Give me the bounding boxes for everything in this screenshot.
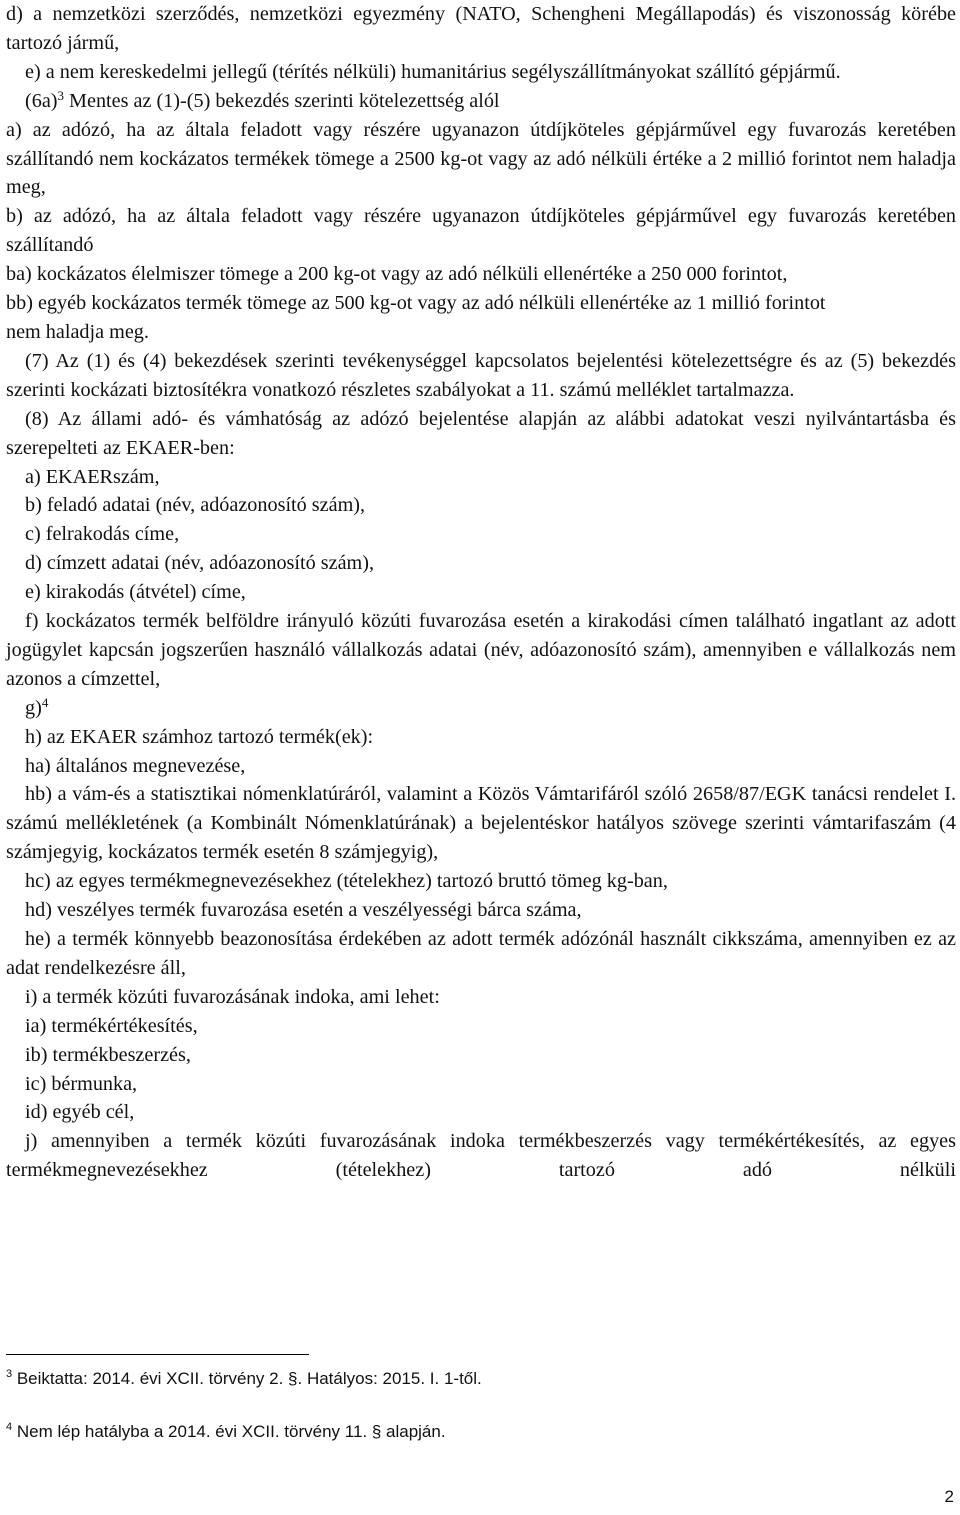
paragraph-text: b) az adózó, ha az általa feladott vagy részére ugyanazon útdíjköteles gépjárművel egy fuvarozás keretében szállítandó <box>6 205 956 257</box>
paragraph <box>6 896 956 925</box>
paragraph-text: hd) veszélyes termék fuvarozása esetén a veszélyességi bárca száma, <box>25 899 582 922</box>
paragraph-text: i) a termék közúti fuvarozásának indoka, ami lehet: <box>25 985 440 1008</box>
paragraph <box>6 1070 956 1099</box>
paragraph <box>6 289 956 318</box>
paragraph-text: ha) általános megnevezése, <box>25 754 246 777</box>
paragraph <box>6 867 956 896</box>
paragraph-text: g) <box>25 696 42 719</box>
footnote-reference: 3 <box>57 87 64 103</box>
paragraph-text: ic) bérmunka, <box>25 1072 138 1095</box>
paragraph-text: ba) kockázatos élelmiszer tömege a 200 kg-ot vagy az adó nélküli ellenértéke a 250 000 forintot, <box>6 263 788 286</box>
paragraph-text: (8) Az állami adó- és vámhatóság az adózó bejelentése alapján az alábbi adatokat veszi nyilvántartásba és szerepelteti az EKAER-ben: <box>6 407 956 459</box>
paragraph <box>6 694 956 723</box>
body-text <box>6 0 956 1185</box>
paragraph <box>6 0 956 58</box>
paragraph <box>6 318 956 347</box>
paragraph <box>6 491 956 520</box>
paragraph <box>6 780 956 867</box>
footnote-mark: 3 <box>6 1368 13 1380</box>
paragraph-text: e) kirakodás (átvétel) címe, <box>25 581 246 604</box>
paragraph <box>6 202 956 260</box>
paragraph <box>6 405 956 463</box>
paragraph-text: Mentes az (1)-(5) bekezdés szerinti kötelezettség alól <box>64 89 500 112</box>
paragraph-text: ib) termékbeszerzés, <box>25 1043 191 1066</box>
paragraph <box>6 116 956 203</box>
paragraph-text: (6a) <box>25 89 58 112</box>
paragraph-text: e) a nem kereskedelmi jellegű (térítés nélküli) humanitárius segélyszállítmányokat szállító gépjármű. <box>25 60 841 83</box>
paragraph <box>6 578 956 607</box>
paragraph-text: c) felrakodás címe, <box>25 523 180 546</box>
paragraph-text: hc) az egyes termékmegnevezésekhez (tételekhez) tartozó bruttó tömeg kg-ban, <box>25 870 668 893</box>
footnote-4 <box>6 1421 906 1443</box>
paragraph <box>6 1098 956 1127</box>
paragraph-text: he) a termék könnyebb beazonosítása érdekében az adott termék adózónál használt cikkszáma, amennyiben ez az adat rendelkezésre áll, <box>6 928 956 979</box>
paragraph <box>6 347 956 405</box>
paragraph-text: nem haladja meg. <box>6 320 149 343</box>
paragraph-text: bb) egyéb kockázatos termék tömege az 500 kg-ot vagy az adó nélküli ellenértéke az 1 millió forintot <box>6 292 826 315</box>
paragraph <box>6 723 956 752</box>
paragraph-text: j) amennyiben a termék közúti fuvarozásának indoka termékbeszerzés vagy termékértékesítés, az egyes termékmegnevezésekhez (tételekhez) tartozó adó nélküli <box>6 1130 956 1182</box>
footnote-mark: 4 <box>6 1421 13 1433</box>
paragraph <box>6 752 956 781</box>
paragraph <box>6 1041 956 1070</box>
footnote-separator <box>6 1354 309 1355</box>
paragraph <box>6 549 956 578</box>
footnote-text: Nem lép hatályba a 2014. évi XCII. törvény 11. § alapján. <box>12 1422 446 1441</box>
paragraph <box>6 925 956 983</box>
paragraph-text: d) címzett adatai (név, adóazonosító szám), <box>25 552 375 575</box>
paragraph-text: f) kockázatos termék belföldre irányuló közúti fuvarozása esetén a kirakodási címen található ingatlant az adott jogügylet kapcsán jogszerűen használó vállalkozás adatai (név, adóazonosító szám), amennyiben e vállalkozás nem azonos a címzettel, <box>6 610 956 690</box>
paragraph-text: d) a nemzetközi szerződés, nemzetközi egyezmény (NATO, Schengheni Megállapodás) és viszonosság körébe tartozó jármű, <box>6 3 956 54</box>
paragraph <box>6 983 956 1012</box>
paragraph <box>6 87 956 116</box>
paragraph-text: b) feladó adatai (név, adóazonosító szám), <box>25 494 366 517</box>
page-number: 2 <box>944 1487 954 1506</box>
paragraph <box>6 520 956 549</box>
paragraph <box>6 1127 956 1185</box>
paragraph-text: ia) termékértékesítés, <box>25 1014 198 1037</box>
paragraph-text: a) az adózó, ha az általa feladott vagy részére ugyanazon útdíjköteles gépjárművel egy fuvarozás keretében szállítandó nem kockázatos termékek tömege a 2500 kg-ot vagy az adó nélküli értéke a 2 millió forintot nem haladja meg, <box>6 118 956 199</box>
paragraph <box>6 607 956 694</box>
paragraph-text: id) egyéb cél, <box>25 1101 135 1124</box>
paragraph <box>6 463 956 492</box>
footnote-3 <box>6 1368 906 1390</box>
paragraph <box>6 58 956 87</box>
paragraph-text: (7) Az (1) és (4) bekezdések szerinti tevékenységgel kapcsolatos bejelentési kötelezettségre és az (5) bekezdés szerinti kockázati biztosítékra vonatkozó részletes szabályokat a 11. számú melléklet tartalmazza. <box>6 349 956 401</box>
footnote-reference: 4 <box>41 694 49 710</box>
footnote-text: Beiktatta: 2014. évi XCII. törvény 2. §. Hatályos: 2015. I. 1-től. <box>12 1369 482 1388</box>
paragraph <box>6 1012 956 1041</box>
paragraph <box>6 260 956 289</box>
paragraph-text: h) az EKAER számhoz tartozó termék(ek): <box>25 725 374 748</box>
paragraph-text: a) EKAERszám, <box>25 465 160 488</box>
paragraph-text: hb) a vám-és a statisztikai nómenklatúráról, valamint a Közös Vámtarifáról szóló 2658/87/EGK tanácsi rendelet I. számú mellékletének (a Kombinált Nómenklatúrának) a bejelentéskor hatályos szövege szerinti vámtarifaszám (4 számjegyig, kockázatos termék esetén 8 számjegyig), <box>6 783 956 864</box>
